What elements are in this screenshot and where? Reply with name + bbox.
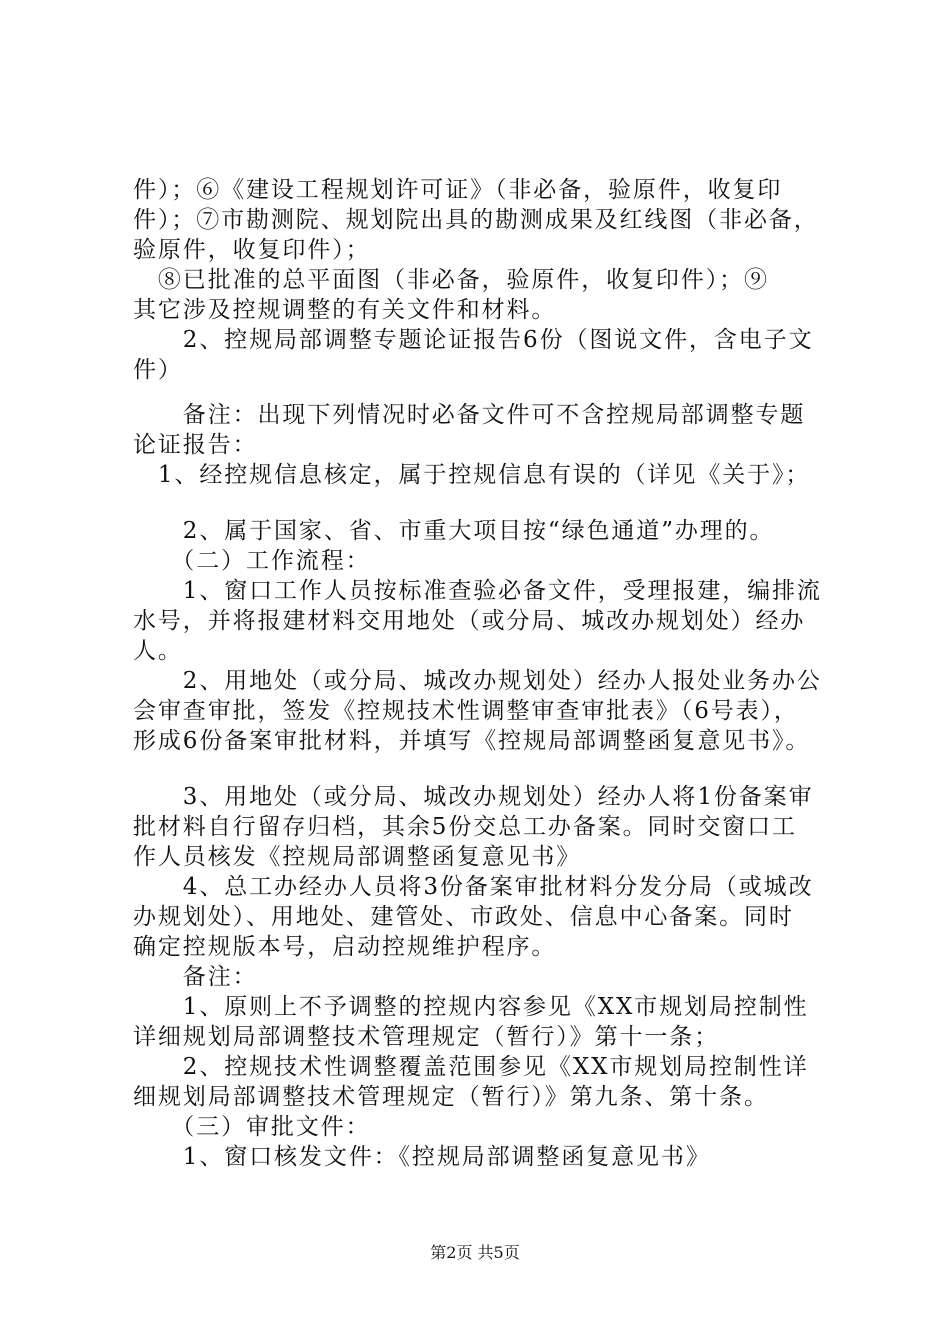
text-line: 作人员核发《控规局部调整函复意见书》 (133, 844, 582, 870)
text-line: 1、窗口核发文件：《控规局部调整函复意见书》 (133, 1144, 711, 1170)
text-line: 验原件，收复印件）； (133, 237, 371, 263)
text-line: 2、属于国家、省、市重大项目按“绿色通道”办理的。 (133, 518, 775, 544)
text-line: 备注：出现下列情况时必备文件可不含控规局部调整专题 (133, 402, 806, 428)
text-line: 会审查审批，签发《控规技术性调整审查审批表》（6号表）， (133, 698, 799, 724)
spacer (133, 385, 845, 400)
text-line: 人。 (133, 638, 183, 664)
text-line: （三）审批文件： (133, 1114, 371, 1140)
text-line: 1、原则上不予调整的控规内容参见《XX市规划局控制性 (133, 994, 809, 1020)
text-line: 2、控规技术性调整覆盖范围参见《XX市规划局控制性详 (133, 1054, 809, 1080)
text-line: 备注： (133, 964, 258, 990)
text-line: 2、控规局部调整专题论证报告6份（图说文件，含电子文 (133, 327, 814, 353)
text-line: 1、经控规信息核定，属于控规信息有误的（详见《关于》； (133, 462, 811, 488)
text-line: 4、总工办经办人员将3份备案审批材料分发分局（或城改 (133, 874, 814, 900)
text-line: 3、用地处（或分局、城改办规划处）经办人将1份备案审 (133, 784, 814, 810)
spacer (133, 490, 845, 516)
text-line: ⑧已批准的总平面图（非必备，验原件，收复印件）；⑨ (133, 267, 769, 293)
spacer (133, 756, 845, 782)
text-line: 细规划局部调整技术管理规定（暂行）》第九条、第十条。 (133, 1084, 769, 1110)
text-line: 办规划处）、用地处、建管处、市政处、信息中心备案。同时 (133, 904, 794, 930)
text-line: 2、用地处（或分局、城改办规划处）经办人报处业务办公 (133, 668, 822, 694)
document-body (133, 175, 845, 1172)
text-line: 详细规划局部调整技术管理规定（暂行）》第十一条； (133, 1024, 720, 1050)
text-line: 件）；⑥《建设工程规划许可证》（非必备，验原件，收复印 (133, 177, 783, 203)
text-line: 1、窗口工作人员按标准查验必备文件，受理报建，编排流 (133, 578, 822, 604)
text-line: 论证报告： (133, 432, 258, 458)
text-line: 确定控规版本号，启动控规维护程序。 (133, 934, 557, 960)
text-line: 件） (133, 357, 183, 383)
text-line: 其它涉及控规调整的有关文件和材料。 (133, 297, 557, 323)
page-number: 第2页 共5页 (430, 1243, 520, 1262)
text-line: （二）工作流程： (133, 548, 371, 574)
text-line: 件）；⑦市勘测院、规划院出具的勘测成果及红线图（非必备， (133, 207, 819, 233)
text-line: 批材料自行留存归档，其余5份交总工办备案。同时交窗口工 (133, 814, 797, 840)
text-line: 水号，并将报建材料交用地处（或分局、城改办规划处）经办 (133, 608, 806, 634)
text-line: 形成6份备案审批材料，并填写《控规局部调整函复意见书》。 (133, 728, 811, 754)
page-footer (0, 1243, 950, 1263)
